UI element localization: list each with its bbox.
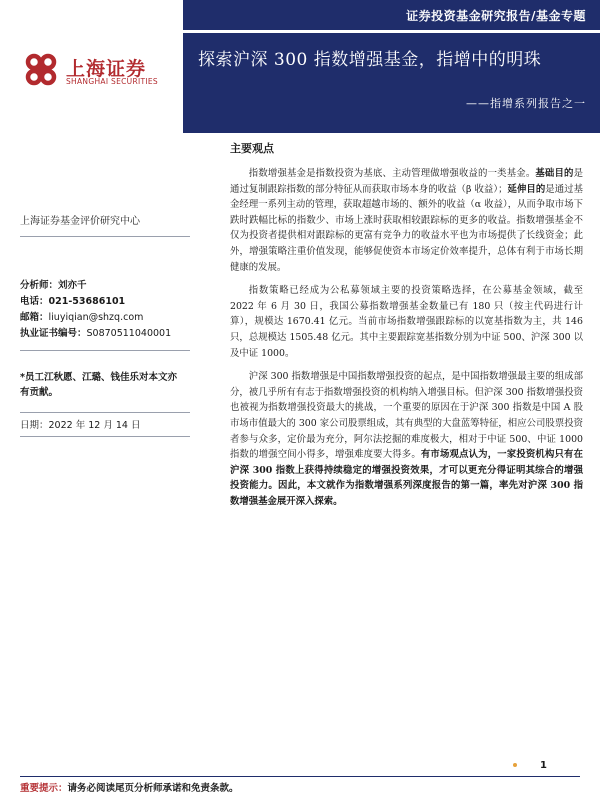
p1-text-e: 是通过基金经理一系列主动的管理，获取超越市场的、额外的收益（α 收益），从而争取市场下跌时跌幅比标的指数少、市场上涨时获取相较跟踪标的更多的收益。指数增强基金不仅为投资者提供相对跟踪标的更富有竞争力的收益水平也为市场提供了长线资金；此外，增强策略注重价值发现，能够促使资本市场定价效率提升，总体有利于市场长期健康的发展。 (230, 183, 583, 273)
p3-emphasis-conclusion: 有市场观点认为，一家投资机构只有在沪深 300 指数上获得持续稳定的增强投资效果，才可以更充分得证明其综合的增强投资能力。因此，本文就作为指数增强系列深度报告的第一篇，率先对沪深 300 指数增强基金展开深入探索。 (230, 449, 583, 507)
paragraph-3 (230, 369, 583, 509)
page-number: 1 (540, 760, 547, 771)
company-logo (22, 50, 172, 90)
sidebar-divider (20, 236, 190, 237)
footer-note[interactable]: 请务必阅读尾页分析师承诺和免责条款。 (67, 783, 239, 794)
page-marker-dot (513, 763, 517, 767)
phone-label: 电话： (20, 296, 49, 307)
footer-label: 重要提示： (20, 783, 68, 794)
logo-knot-icon (22, 52, 60, 88)
contributor-note: *员工江秋愿、江璐、钱佳乐对本文亦有贡献。 (20, 372, 177, 398)
p1-emphasis-basic-purpose: 基础目的 (535, 168, 574, 179)
title-banner (183, 33, 600, 133)
analyst-row (20, 278, 190, 294)
email-row (20, 310, 190, 326)
footer-divider (20, 776, 580, 777)
p1-text-c: 是通过复制跟踪指数的部分特征从而获取市场本身的收益（β 收益）； (230, 168, 583, 195)
analyst-name: 刘亦千 (58, 280, 87, 291)
logo-name-cn: 上海证券 (66, 58, 147, 80)
logo-name-en: SHANGHAI SECURITIES (66, 77, 158, 86)
analyst-label: 分析师： (20, 280, 59, 291)
header-bar (183, 0, 600, 30)
report-subtitle: ——指增系列报告之一 (466, 97, 586, 110)
cert-row (20, 326, 190, 342)
email-address[interactable]: liuyiqian@shzq.com (48, 312, 144, 323)
footer-disclaimer (20, 780, 239, 794)
cert-label: 执业证书编号： (20, 328, 87, 339)
cert-number: S0870511040001 (86, 328, 172, 339)
section-title: 主要观点 (230, 142, 274, 155)
phone-number: 021-53686101 (48, 296, 126, 307)
report-series-label: 证券投资基金研究报告/基金专题 (406, 9, 586, 23)
sidebar-divider (20, 350, 190, 351)
phone-row (20, 294, 190, 310)
p1-text-a: 指数增强基金是指数投资为基底、主动管理做增强收益的一类基金。 (248, 168, 536, 179)
main-content (230, 140, 583, 517)
date-label: 日期： (20, 420, 49, 431)
paragraph-1 (230, 166, 583, 275)
paragraph-2: 指数策略已经成为公私募领域主要的投资策略选择，在公募基金领域，截至 2022 年 6 月 30 日，我国公募指数增强基金数量已有 180 只（按主代码进行计算），规模达 1670.41 亿元。当前市场指数增强跟踪标的以宽基指数为主，共 146 只，总规模达 1505.48 亿元。其中主要跟踪宽基指数分别为中证 500、沪深 300 以及中证 1000。 (230, 285, 583, 359)
analyst-info (20, 278, 190, 342)
p3-text-a: 沪深 300 指数增强是中国指数增强投资的起点，是中国指数增强最主要的组成部分，被几乎所有有志于指数增强投资的机构纳入增强目标。但沪深 300 指数增强投资也被视为指数增强投资最大的挑战，一个重要的原因在于沪深 300 指数是中国 A 股市场市值最大的 300 家公司股票组成，其有典型的大盘蓝筹特征，相应公司股票投资者参与众多，定价最为充分，阿尔法挖掘的难度极大，相对于中证 500、中证 1000 指数的增强空间小得多，增强难度要大得多。 (230, 371, 583, 461)
report-date (20, 418, 190, 433)
sidebar-divider (20, 436, 190, 437)
sidebar-divider (20, 412, 190, 413)
report-title: 探索沪深 300 指数增强基金，指增中的明珠 (198, 50, 542, 70)
date-value: 2022 年 12 月 14 日 (48, 420, 141, 431)
email-label: 邮箱： (20, 312, 49, 323)
research-center-name: 上海证券基金评价研究中心 (20, 216, 140, 227)
p1-emphasis-extended-purpose: 延伸目的 (507, 183, 546, 195)
